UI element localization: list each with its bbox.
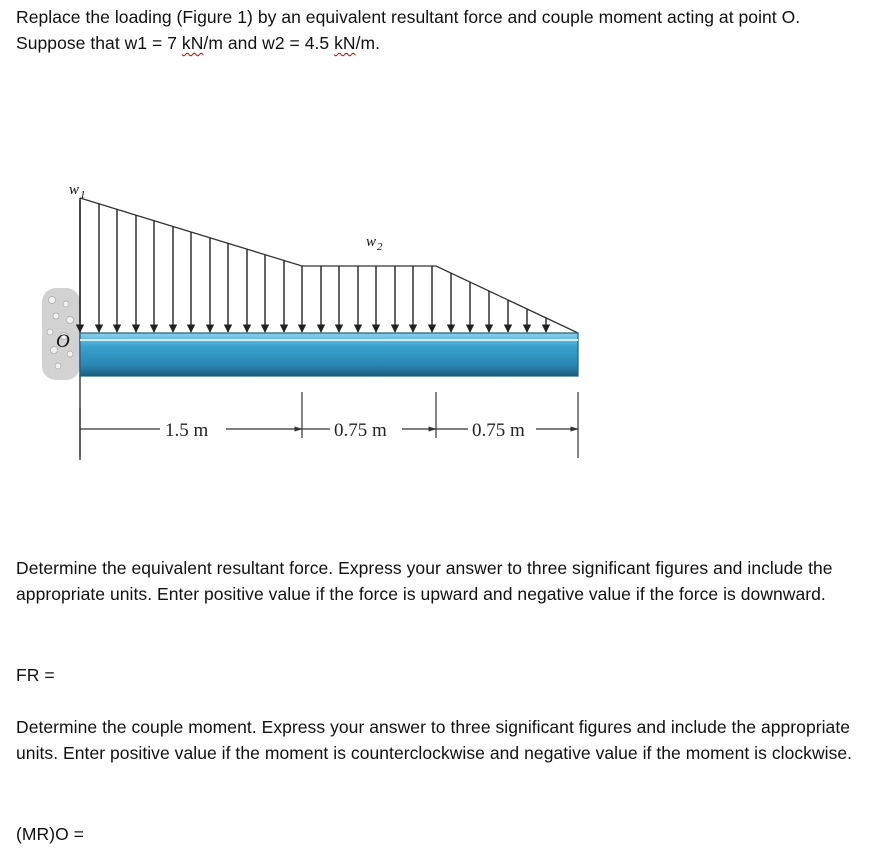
problem-statement [16,4,866,56]
beam-loading-figure [40,170,610,470]
dimension-label-1: 1.5 m [165,420,209,441]
dimension-label-2: 0.75 m [334,420,387,441]
couple-moment-answer-label: (MR)O = [16,824,84,844]
point-o-label: O [56,331,70,352]
problem-text-part2: /m and w2 = 4.5 [203,33,335,53]
question-2-text: Determine the couple moment. Express your answer to three significant figures and include the appropriate units. Enter positive value if the moment is counterclockwise and negative value if the moment is clockwise. [16,717,853,763]
question-1-text: Determine the equivalent resultant force. Express your answer to three significant figures and include the appropriate units. Enter positive value if the force is upward and negative value if the force is downward. [16,558,833,604]
w2-unit: kN [334,33,356,53]
problem-text-part1: Replace the loading (Figure 1) by an equivalent resultant force and couple moment acting at point O. Suppose that w1 = 7 [16,7,801,53]
problem-text-part3: /m. [355,33,381,53]
w1-unit: kN [181,33,204,53]
w1-label: $w_1$ [69,182,86,201]
load-arrows [80,198,546,332]
wall-support [42,200,80,460]
resultant-force-answer-label: FR = [16,665,55,685]
w2-label: $w_2$ [366,234,383,253]
dimension-label-3: 0.75 m [472,420,525,441]
